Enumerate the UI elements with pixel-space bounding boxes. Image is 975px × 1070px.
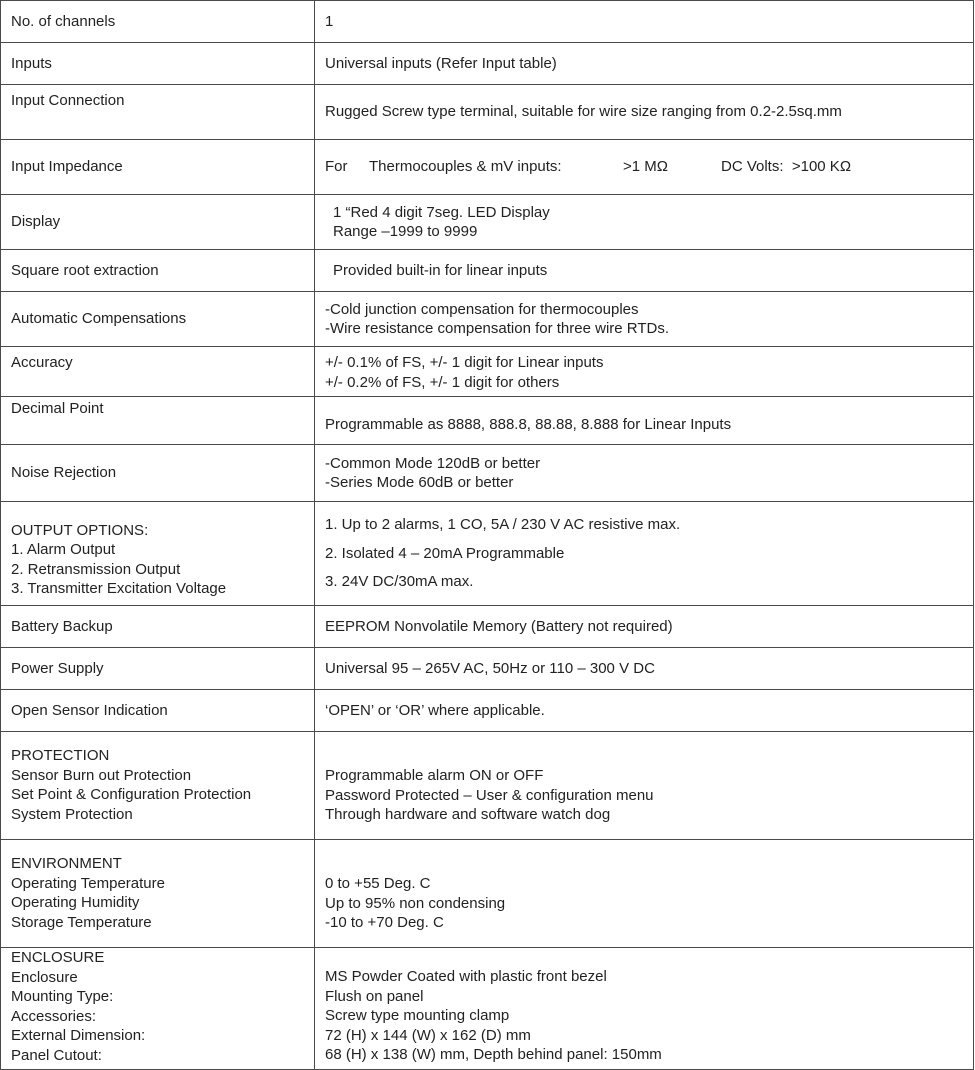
value-cell — [315, 1, 974, 43]
value-text: 1. Up to 2 alarms, 1 CO, 5A / 230 V AC resistive max. — [325, 516, 681, 534]
param-label: Battery Backup — [11, 617, 113, 635]
table-row — [1, 140, 974, 195]
table-row — [1, 840, 974, 948]
param-label: Input Connection — [11, 92, 125, 109]
param-label: Operating Humidity — [11, 894, 140, 911]
value-cell — [315, 85, 974, 140]
param-cell — [1, 195, 315, 250]
param-label: Square root extraction — [11, 261, 159, 279]
value-text: Programmable as 8888, 888.8, 88.88, 8.888 for Linear Inputs — [325, 415, 732, 433]
value-text: 2. Isolated 4 – 20mA Programmable — [325, 544, 565, 562]
param-label: Input Impedance — [11, 158, 123, 176]
value-text: Universal 95 – 265V AC, 50Hz or 110 – 300 V DC — [325, 659, 655, 677]
value-cell — [315, 948, 974, 1070]
value-text: MS Powder Coated with plastic front bezel — [325, 968, 607, 985]
value-text: Rugged Screw type terminal, suitable for wire size ranging from 0.2-2.5sq.mm — [325, 103, 842, 121]
value-text: +/- 0.2% of FS, +/- 1 digit for others — [325, 373, 560, 391]
param-label: Mounting Type: — [11, 988, 114, 1005]
value-text: 3. 24V DC/30mA max. — [325, 573, 474, 591]
param-cell — [1, 250, 315, 292]
value-text: -Wire resistance compensation for three wire RTDs. — [325, 320, 670, 337]
table-row — [1, 445, 974, 502]
param-label: 3. Transmitter Excitation Voltage — [11, 580, 227, 597]
param-label: Accuracy — [11, 354, 73, 371]
param-cell — [1, 648, 315, 690]
param-label: PROTECTION — [11, 747, 110, 764]
table-row — [1, 502, 974, 606]
param-label: Panel Cutout: — [11, 1046, 102, 1064]
param-label: OUTPUT OPTIONS: — [11, 521, 149, 539]
value-cell — [315, 250, 974, 292]
value-text: Through hardware and software watch dog — [325, 806, 611, 823]
param-label: No. of channels — [11, 12, 116, 30]
value-cell — [315, 43, 974, 85]
value-cell — [315, 195, 974, 250]
value-text: Programmable alarm ON or OFF — [325, 767, 544, 784]
table-row — [1, 648, 974, 690]
param-cell — [1, 43, 315, 85]
param-label: Accessories: — [11, 1007, 97, 1025]
value-text: Flush on panel — [325, 987, 424, 1005]
param-cell — [1, 606, 315, 648]
value-text: Up to 95% non condensing — [325, 894, 506, 912]
param-cell — [1, 397, 315, 445]
table-row — [1, 606, 974, 648]
param-cell — [1, 85, 315, 140]
param-cell — [1, 347, 315, 397]
table-row — [1, 195, 974, 250]
table-row — [1, 347, 974, 397]
param-label: Power Supply — [11, 659, 104, 677]
value-text: -Common Mode 120dB or better — [325, 454, 541, 472]
value-text: Provided built-in for linear inputs — [333, 261, 548, 279]
param-label: Set Point & Configuration Protection — [11, 786, 252, 803]
value-text: 72 (H) x 144 (W) x 162 (D) mm — [325, 1026, 531, 1044]
impedance-tc-value: >1 MΩ — [623, 158, 668, 176]
impedance-dc-text: DC Volts: >100 KΩ — [721, 158, 852, 176]
param-cell — [1, 502, 315, 606]
param-label: External Dimension: — [11, 1027, 146, 1044]
value-text: Screw type mounting clamp — [325, 1007, 510, 1024]
param-label: Sensor Burn out Protection — [11, 766, 192, 784]
value-text: 68 (H) x 138 (W) mm, Depth behind panel: 150mm — [325, 1046, 662, 1063]
param-label: Open Sensor Indication — [11, 701, 168, 719]
value-cell — [315, 502, 974, 606]
param-label: Display — [11, 213, 61, 231]
value-cell — [315, 840, 974, 948]
param-cell — [1, 732, 315, 840]
value-text: Password Protected – User & configuration menu — [325, 786, 654, 804]
table-row — [1, 292, 974, 347]
value-cell — [315, 397, 974, 445]
value-text: +/- 0.1% of FS, +/- 1 digit for Linear inputs — [325, 354, 604, 371]
value-cell — [315, 292, 974, 347]
param-label: Enclosure — [11, 968, 78, 986]
table-row — [1, 397, 974, 445]
table-row — [1, 948, 974, 1070]
value-text: ‘OPEN’ or ‘OR’ where applicable. — [325, 701, 545, 719]
value-text: -Series Mode 60dB or better — [325, 474, 514, 491]
param-label: Automatic Compensations — [11, 310, 187, 328]
value-text: EEPROM Nonvolatile Memory (Battery not required) — [325, 617, 673, 635]
param-cell — [1, 948, 315, 1070]
param-cell — [1, 1, 315, 43]
value-cell — [315, 732, 974, 840]
value-cell — [315, 606, 974, 648]
value-text: 1 — [325, 12, 334, 30]
value-cell — [315, 140, 974, 195]
param-label: 2. Retransmission Output — [11, 560, 181, 578]
value-text: Universal inputs (Refer Input table) — [325, 54, 557, 72]
param-cell — [1, 292, 315, 347]
value-cell — [315, 445, 974, 502]
param-label: 1. Alarm Output — [11, 541, 116, 558]
table-row — [1, 250, 974, 292]
param-label: ENCLOSURE — [11, 949, 105, 966]
impedance-for-label: For — [325, 158, 348, 176]
impedance-tc-label: Thermocouples & mV inputs: — [369, 158, 562, 176]
value-cell — [315, 347, 974, 397]
table-row — [1, 1, 974, 43]
param-cell — [1, 140, 315, 195]
param-label: ENVIRONMENT — [11, 855, 122, 872]
param-label: Operating Temperature — [11, 874, 165, 892]
param-cell — [1, 690, 315, 732]
value-text: Range –1999 to 9999 — [333, 223, 478, 240]
param-cell — [1, 445, 315, 502]
table-row — [1, 690, 974, 732]
param-label: Noise Rejection — [11, 464, 117, 482]
table-row — [1, 732, 974, 840]
table-row — [1, 85, 974, 140]
value-cell — [315, 648, 974, 690]
param-label: Decimal Point — [11, 400, 104, 417]
param-label: Inputs — [11, 54, 52, 72]
value-text: 0 to +55 Deg. C — [325, 875, 431, 892]
param-cell — [1, 840, 315, 948]
param-label: System Protection — [11, 805, 133, 823]
value-text: -10 to +70 Deg. C — [325, 914, 444, 931]
value-text: 1 “Red 4 digit 7seg. LED Display — [333, 203, 550, 221]
param-label: Storage Temperature — [11, 913, 152, 931]
value-text: -Cold junction compensation for thermocouples — [325, 300, 639, 318]
value-cell — [315, 690, 974, 732]
table-row — [1, 43, 974, 85]
